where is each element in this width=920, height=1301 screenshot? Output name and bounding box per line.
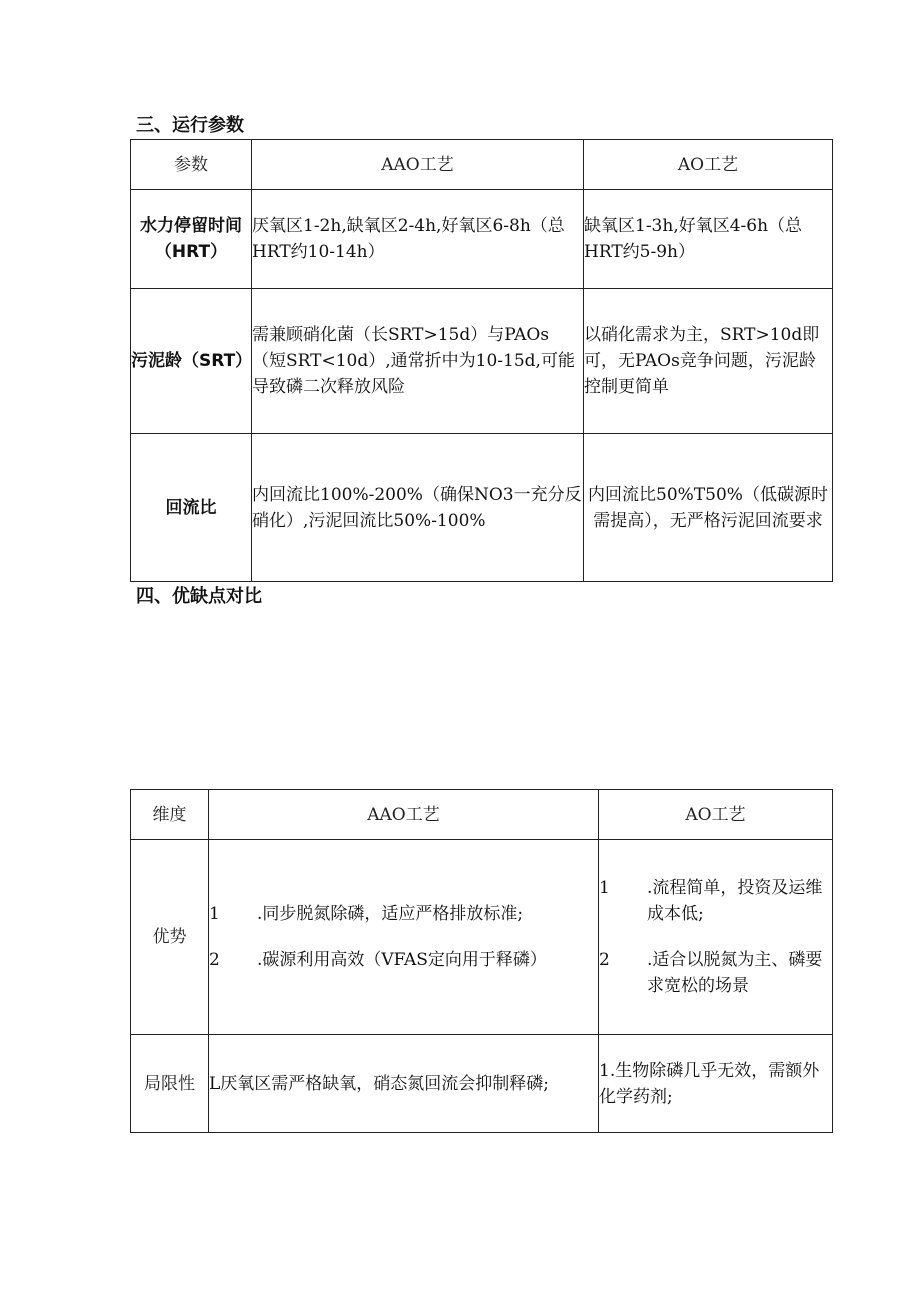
aao-limitations-text: L厌氧区需严格缺氧，硝态氮回流会抑制释磷; [209,1073,550,1094]
aao-srt-text: 需兼顾硝化菌（长SRT>15d）与PAOs（短SRT<10d）,通常折中为10-15d,可能导致磷二次释放风险 [252,325,575,397]
row-label-limitations: 局限性 [131,1035,209,1133]
ao-advantages [599,840,833,1035]
header-aao: AAO工艺 [252,140,584,190]
list-item-text: .同步脱氮除磷，适应严格排放标准; [257,904,524,924]
list-item-number: 1 [599,878,610,898]
list-item-number: 2 [209,950,220,970]
ao-limitations-text: 1.生物除磷几乎无效，需额外化学药剂; [599,1060,820,1107]
pros-cons-table [130,789,833,1133]
table-row [131,1035,833,1133]
header-aao: AAO工艺 [209,790,599,840]
ao-srt-text: 以硝化需求为主，SRT>10d即可，无PAOs竞争问题，污泥龄控制更简单 [584,325,820,397]
ao-hrt-text: 缺氧区1-3h,好氧区4-6h（总HRT约5-9h） [584,216,803,262]
table-row [131,434,833,582]
table-row [131,190,833,289]
param-hrt: 水力停留时间（HRT） [131,190,252,289]
header-ao: AO工艺 [584,140,833,190]
aao-reflux-text: 内回流比100%-200%（确保NO3一充分反硝化）,污泥回流比50%-100% [252,484,582,531]
table-header-row [131,140,833,190]
header-dimension: 维度 [131,790,209,840]
list-item [599,875,832,927]
aao-reflux [252,434,584,582]
aao-srt [252,289,584,434]
aao-limitations [209,1035,599,1133]
table-row [131,840,833,1035]
section-4-heading: 四、优缺点对比 [136,586,262,607]
list-item-text: .碳源利用高效（VFAS定向用于释磷） [257,950,547,970]
param-srt: 污泥龄（SRT） [131,289,252,434]
list-item-text: .流程简单，投资及运维成本低; [647,878,823,924]
aao-hrt-text: 厌氧区1-2h,缺氧区2-4h,好氧区6-8h（总HRT约10-14h） [252,216,565,262]
param-reflux: 回流比 [131,434,252,582]
ao-hrt [584,190,833,289]
aao-hrt [252,190,584,289]
row-label-advantages: 优势 [131,840,209,1035]
ao-reflux [584,434,833,582]
section-3-heading: 三、运行参数 [136,115,244,136]
ao-reflux-text: 内回流比50%T50%（低碳源时需提高），无严格污泥回流要求 [588,484,828,531]
list-item-text: .适合以脱氮为主、磷要求宽松的场景 [647,950,823,996]
header-ao: AO工艺 [599,790,833,840]
ao-srt [584,289,833,434]
header-param: 参数 [131,140,252,190]
list-item-number: 2 [599,950,610,970]
list-item [209,947,598,973]
table-header-row [131,790,833,840]
ao-limitations [599,1035,833,1133]
list-item [209,901,598,927]
table-row [131,289,833,434]
operating-parameters-table [130,139,833,582]
list-item-number: 1 [209,904,220,924]
list-item [599,947,832,999]
aao-advantages [209,840,599,1035]
